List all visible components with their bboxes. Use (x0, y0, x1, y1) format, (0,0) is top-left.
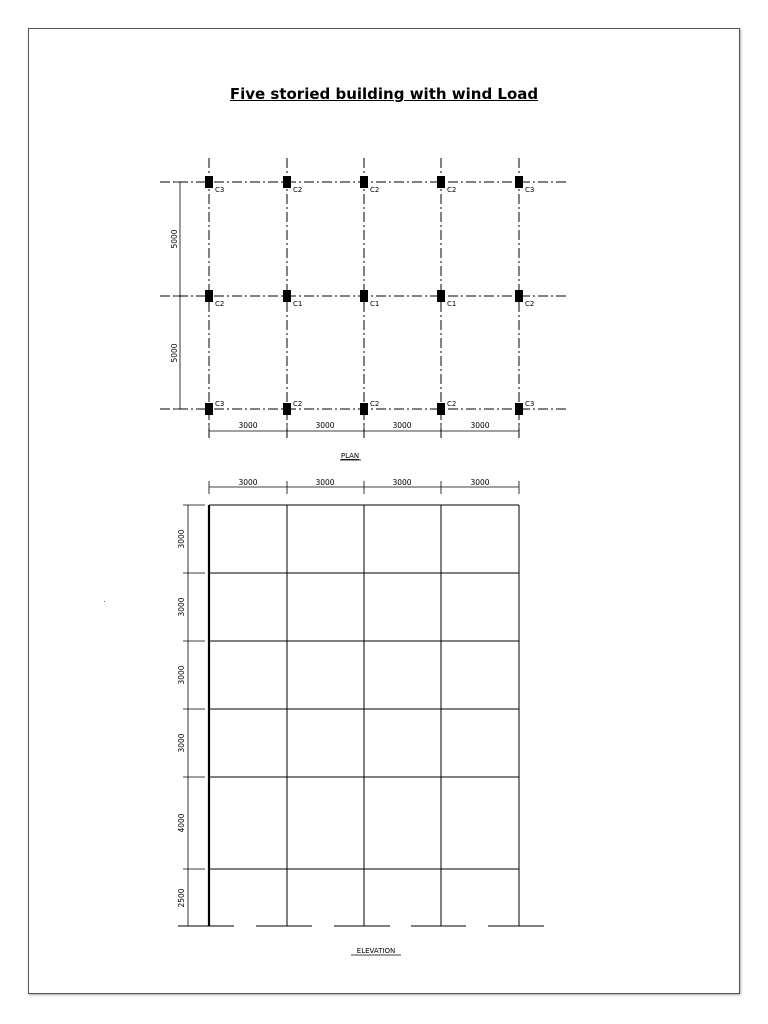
column-label: C2 (370, 400, 380, 408)
column-label: C3 (525, 186, 535, 194)
elevation-dim-label: 2500 (177, 888, 186, 908)
column (360, 290, 368, 302)
elevation-dim-label: 3000 (470, 478, 490, 487)
column (205, 176, 213, 188)
column (205, 290, 213, 302)
plan-dim-label: 3000 (238, 421, 258, 430)
column (283, 290, 291, 302)
column-label: C1 (370, 300, 380, 308)
column-label: C2 (370, 186, 380, 194)
plan-view (160, 158, 566, 460)
plan-dim-label: 3000 (470, 421, 490, 430)
column (437, 403, 445, 415)
plan-dim-label: 5000 (170, 343, 179, 363)
column-label: C2 (447, 186, 457, 194)
elevation-dim-label: 3000 (177, 733, 186, 753)
elevation-dim-label: 3000 (315, 478, 335, 487)
column (283, 403, 291, 415)
column-label: C3 (215, 186, 225, 194)
elevation-dim-label: 3000 (177, 665, 186, 685)
elevation-view (177, 478, 544, 955)
column (360, 403, 368, 415)
stray-mark (104, 601, 105, 602)
column-label: C2 (525, 300, 535, 308)
column (437, 290, 445, 302)
column-label: C3 (525, 400, 535, 408)
column (360, 176, 368, 188)
column (205, 403, 213, 415)
plan-dim-label: 3000 (392, 421, 412, 430)
plan-dim-label: 5000 (170, 229, 179, 249)
elevation-vertical-dimension (177, 505, 205, 926)
elevation-dim-label: 3000 (238, 478, 258, 487)
elevation-dim-label: 4000 (177, 813, 186, 833)
column (515, 403, 523, 415)
column-label: C2 (215, 300, 225, 308)
column-label: C3 (215, 400, 225, 408)
elevation-dim-label: 3000 (392, 478, 412, 487)
column (515, 176, 523, 188)
column-label: C2 (293, 400, 303, 408)
elevation-caption: ELEVATION (356, 947, 396, 955)
plan-caption: PLAN (340, 452, 360, 460)
column (283, 176, 291, 188)
drawing-title: Five storied building with wind Load (229, 85, 539, 103)
plan-dim-label: 3000 (315, 421, 335, 430)
column-label: C1 (293, 300, 303, 308)
column (437, 176, 445, 188)
elevation-dim-label: 3000 (177, 529, 186, 549)
column-label: C1 (447, 300, 457, 308)
column-label: C2 (293, 186, 303, 194)
column (515, 290, 523, 302)
elevation-horizontal-dimension (209, 478, 519, 494)
elevation-dim-label: 3000 (177, 597, 186, 617)
column-label: C2 (447, 400, 457, 408)
